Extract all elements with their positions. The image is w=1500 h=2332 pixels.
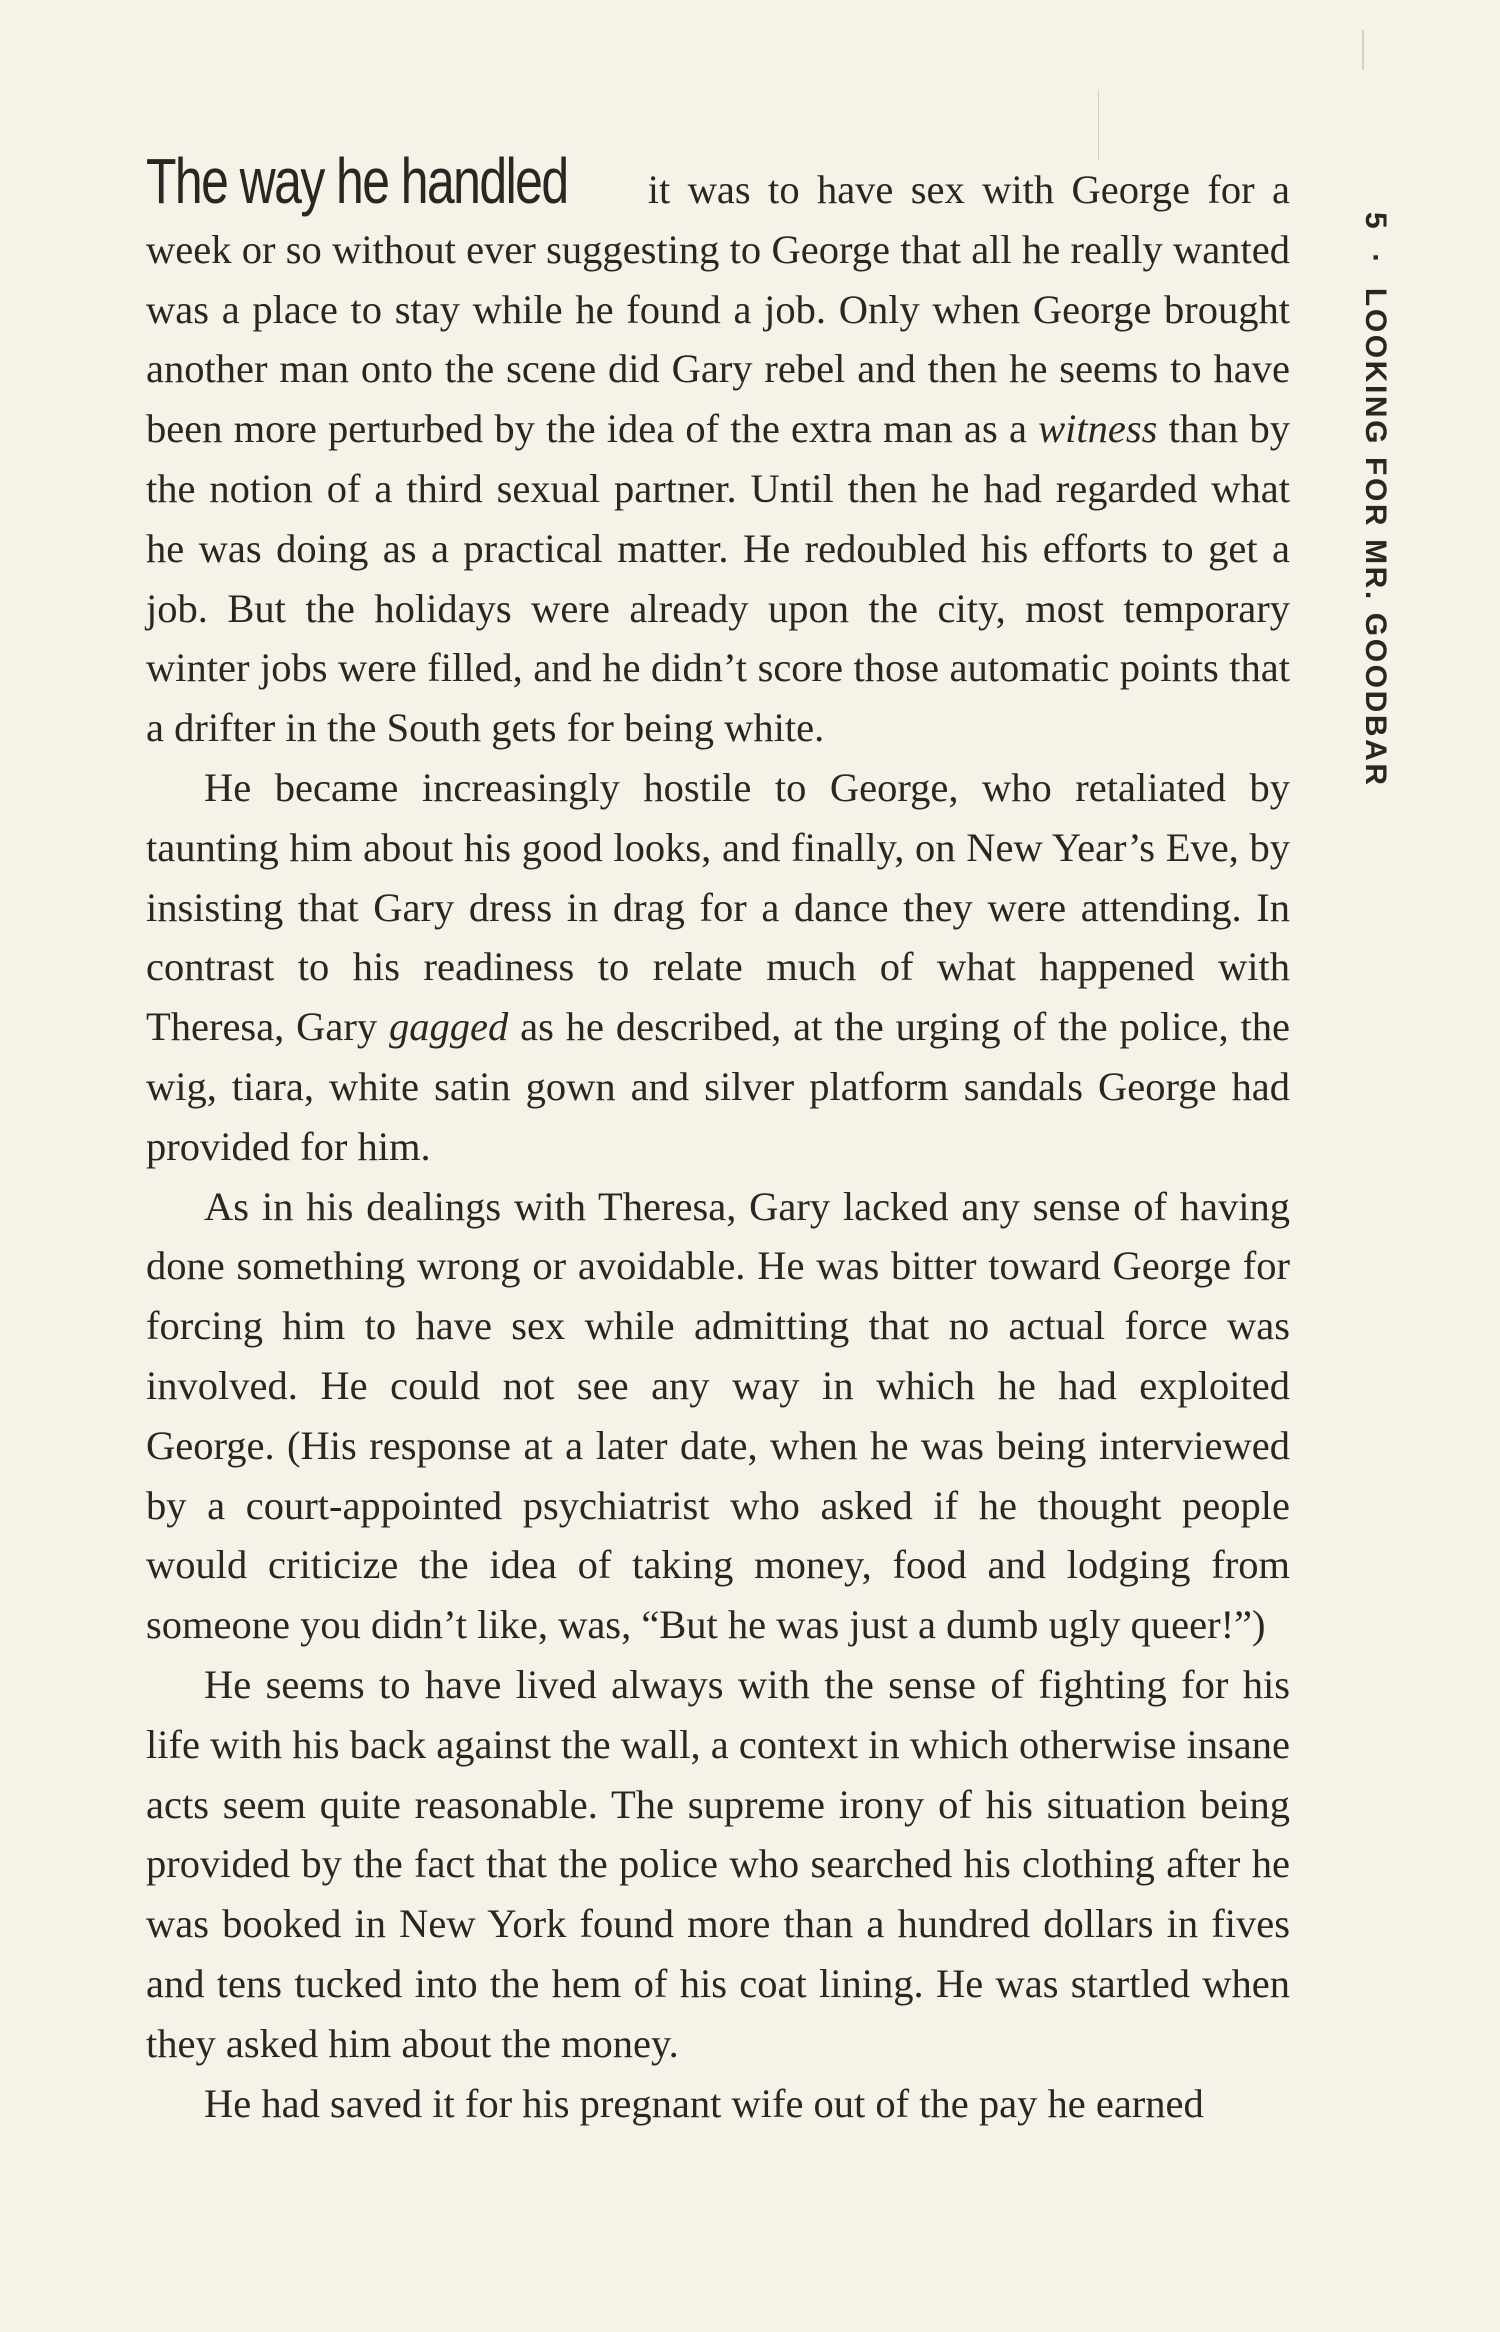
paragraph-text: He had saved it for his pregnant wife out of the pay he earned xyxy=(204,2080,1204,2126)
separator-dot: · xyxy=(1359,253,1392,266)
paragraph-text: it was to have sex with George for a week or so without ever suggesting to George that all he really wanted was a place to stay while he found a job. Only when George brought another man onto the scene did Gary rebel and then he seems to have been more perturbed by the idea of the extra man as a xyxy=(146,167,1290,452)
paragraph-text: He became increasingly hostile to George, who retaliated by taunting him about his good looks, and finally, on New Year’s Eve, by insisting that Gary dress in drag for a dance they were attending. In contrast to his readiness to relate much of what happened with Theresa, Gary xyxy=(146,764,1290,1050)
italic-term: gagged xyxy=(389,1004,509,1050)
body-text xyxy=(146,145,1290,2133)
page-number: 5 xyxy=(1359,212,1392,232)
scan-mark xyxy=(1362,30,1364,70)
book-title: LOOKING FOR MR. GOODBAR xyxy=(1359,287,1392,788)
paragraph-4 xyxy=(146,1655,1290,2074)
lead-in-phrase: The way he handled xyxy=(146,145,568,217)
paragraph-1 xyxy=(146,145,1290,758)
paragraph-text: as he described, at the urging of the police, the wig, tiara, white satin gown and silver platform sandals George had provided for him. xyxy=(146,1004,1290,1169)
paragraph-text: As in his dealings with Theresa, Gary lacked any sense of having done something wrong or avoidable. He was bitter toward George for forcing him to have sex while admitting that no actual force was involved. He could not see any way in which he had exploited George. (His response at a later date, when he was being interviewed by a court-appointed psychiatrist who asked if he thought people would criticize the idea of taking money, food and lodging from someone you didn’t like, was, “But he was just a dumb ugly queer!”) xyxy=(146,1183,1290,1648)
scan-mark xyxy=(1098,90,1099,160)
running-head xyxy=(1352,212,1392,832)
paragraph-text: than by the notion of a third sexual partner. Until then he had regarded what he was doing as a practical matter. He redoubled his efforts to get a job. But the holidays were already upon the city, most temporary winter jobs were filled, and he didn’t score those automatic points that a drifter in the South gets for being white. xyxy=(146,406,1290,751)
paragraph-2 xyxy=(146,758,1290,1177)
paragraph-text: He seems to have lived always with the sense of fighting for his life with his back against the wall, a context in which otherwise insane acts seem quite reasonable. The supreme irony of his situation being provided by the fact that the police who searched his clothing after he was booked in New York found more than a hundred dollars in fives and tens tucked into the hem of his coat lining. He was startled when they asked him about the money. xyxy=(146,1661,1290,2066)
italic-term: witness xyxy=(1038,406,1158,452)
paragraph-3 xyxy=(146,1177,1290,1655)
paragraph-5 xyxy=(146,2074,1290,2134)
